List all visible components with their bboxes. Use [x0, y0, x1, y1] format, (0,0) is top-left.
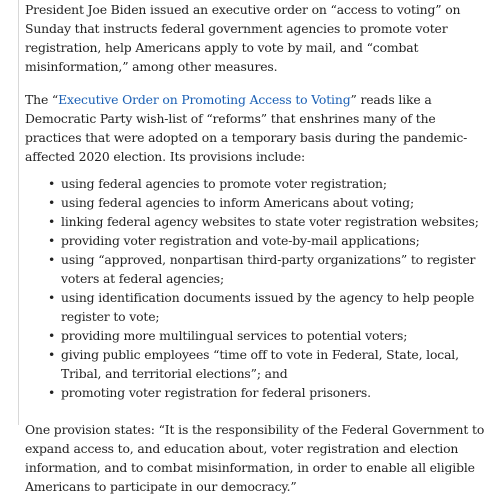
- list-item: • providing voter registration and vote-by-mail applications;: [61, 231, 495, 250]
- quote-paragraph: One provision states: “It is the responsibility of the Federal Government to expand access to, and education about, voter registration and election information, and to combat misinformation, in order to enable all eligible Americans to participate in our democracy.”: [25, 422, 485, 494]
- list-item: • using “approved, nonpartisan third-party organizations” to register voters at federal agencies;: [61, 250, 495, 288]
- paragraph-text-after-link: ” reads like a Democratic Party wish-list of “reforms” that enshrines many of the practices that were adopted on a temporary basis during the pandemic-affected 2020 election. Its provisions include:: [25, 92, 468, 164]
- paragraph-text-before-link: The “: [25, 92, 59, 107]
- list-item: • linking federal agency websites to state voter registration websites;: [61, 212, 495, 231]
- list-item: • using federal agencies to inform Americans about voting;: [61, 193, 495, 212]
- list-item: • using federal agencies to promote voter registration;: [61, 174, 495, 193]
- list-item: • using identification documents issued by the agency to help people register to vote;: [61, 288, 495, 326]
- intro-paragraph: President Joe Biden issued an executive order on “access to voting” on Sunday that instructs federal government agencies to promote voter registration, help Americans apply to vote by mail, and “combat misinformation,” among other measures.: [25, 2, 461, 74]
- order-description-paragraph: [19, 90, 495, 166]
- list-item: • providing more multilingual services to potential voters;: [61, 326, 495, 345]
- article-body: [19, 0, 495, 494]
- list-item: • giving public employees “time off to vote in Federal, State, local, Tribal, and territorial elections”; and: [61, 345, 495, 383]
- executive-order-link[interactable]: Executive Order on Promoting Access to Voting: [58, 92, 351, 107]
- list-item: • promoting voter registration for federal prisoners.: [61, 383, 495, 402]
- provisions-list: [19, 174, 495, 402]
